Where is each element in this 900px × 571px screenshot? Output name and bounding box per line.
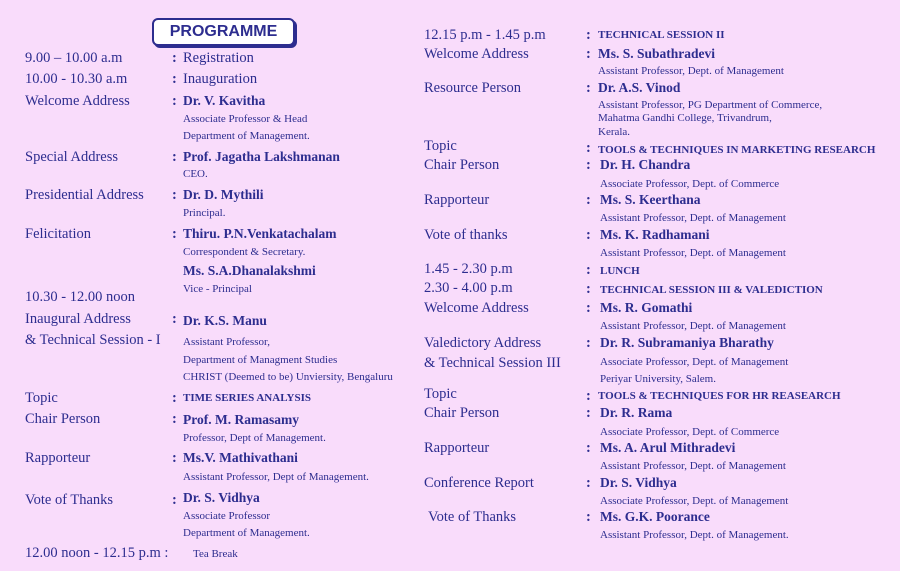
left-s10: Assistant Professor, Dept of Management. [183, 471, 369, 483]
right-rc14: : [586, 475, 591, 491]
left-v1: Inauguration [183, 71, 258, 87]
left-l10: Rapporteur [25, 450, 91, 466]
left-l7b: & Technical Session - I [25, 332, 161, 348]
right-rs14: Associate Professor, Dept. of Management [600, 495, 789, 507]
left-l3: Special Address [25, 149, 119, 165]
right-rs6: Assistant Professor, Dept. of Management [600, 247, 786, 259]
right-r14: Conference Report [424, 475, 534, 491]
left-c2: : [172, 93, 177, 109]
right-rv6: Ms. K. Radhamani [600, 227, 710, 242]
left-s11b: Department of Management. [183, 527, 310, 539]
right-r11: Topic [424, 386, 457, 402]
left-s4: Principal. [183, 207, 226, 219]
right-rs2b: Mahatma Gandhi College, Trivandrum, [598, 112, 772, 124]
right-r3: Topic [424, 138, 457, 154]
right-rc12: : [586, 405, 591, 421]
right-r8: 2.30 - 4.00 p.m [424, 280, 513, 296]
left-s5: Correspondent & Secretary. [183, 246, 306, 258]
right-rv3: TOOLS & TECHNIQUES IN MARKETING RESEARCH [598, 144, 876, 156]
right-rv12: Dr. R. Rama [600, 405, 673, 420]
right-r5: Rapporteur [424, 192, 490, 208]
right-r2: Resource Person [424, 80, 522, 96]
right-rs1: Assistant Professor, Dept. of Management [598, 65, 784, 77]
left-c1: : [172, 71, 177, 87]
left-s7a: Assistant Professor, [183, 336, 270, 348]
right-rc13: : [586, 440, 591, 456]
right-rv8: TECHNICAL SESSION III & VALEDICTION [600, 284, 823, 296]
right-rs10a: Associate Professor, Dept. of Management [600, 356, 789, 368]
right-rs2c: Kerala. [598, 126, 631, 138]
left-s11a: Associate Professor [183, 510, 271, 522]
right-rs4: Associate Professor, Dept. of Commerce [600, 178, 780, 190]
left-l4: Presidential Address [25, 187, 144, 203]
left-v9: Prof. M. Ramasamy [183, 412, 299, 427]
right-r6: Vote of thanks [424, 227, 508, 243]
right-rs2a: Assistant Professor, PG Department of Commerce, [598, 99, 823, 111]
left-v4: Dr. D. Mythili [183, 187, 264, 202]
right-rc4: : [586, 157, 591, 173]
right-rv5: Ms. S. Keerthana [600, 192, 701, 207]
left-l0: 9.00 – 10.00 a.m [25, 50, 123, 66]
left-l1: 10.00 - 10.30 a.m [25, 71, 128, 87]
right-rc10: : [586, 335, 591, 351]
right-rs13: Assistant Professor, Dept. of Management [600, 460, 786, 472]
right-rs10b: Periyar University, Salem. [600, 373, 716, 385]
right-rv10: Dr. R. Subramaniya Bharathy [600, 335, 774, 350]
left-l6: 10.30 - 12.00 noon [25, 289, 135, 305]
right-rv7: LUNCH [600, 265, 640, 277]
right-rs15: Assistant Professor, Dept. of Management. [600, 529, 789, 541]
right-r0: 12.15 p.m - 1.45 p.m [424, 27, 546, 43]
left-c5: : [172, 226, 177, 242]
left-v8: TIME SERIES ANALYSIS [183, 392, 311, 404]
left-l11: Vote of Thanks [25, 492, 114, 508]
right-rc15: : [586, 509, 591, 525]
right-r4: Chair Person [424, 157, 500, 173]
left-c4: : [172, 187, 177, 203]
right-r13: Rapporteur [424, 440, 490, 456]
left-c3: : [172, 149, 177, 165]
right-rv4: Dr. H. Chandra [600, 157, 691, 172]
left-c11: : [172, 492, 177, 508]
left-v10: Ms.V. Mathivathani [183, 450, 298, 465]
left-s2b: Department of Management. [183, 130, 310, 142]
right-rs12: Associate Professor, Dept. of Commerce [600, 426, 780, 438]
right-rv11: TOOLS & TECHNIQUES FOR HR REASEARCH [598, 390, 841, 402]
left-v5b: Ms. S.A.Dhanalakshmi [183, 263, 316, 278]
right-rs9: Assistant Professor, Dept. of Management [600, 320, 786, 332]
left-c10: : [172, 450, 177, 466]
left-c8: : [172, 390, 177, 406]
left-c7: : [172, 311, 177, 327]
left-s3: CEO. [183, 168, 208, 180]
right-rc8: : [586, 281, 591, 297]
left-v2: Dr. V. Kavitha [183, 93, 266, 108]
left-l9: Chair Person [25, 411, 101, 427]
left-s7b: Department of Managment Studies [183, 354, 338, 366]
right-rs5: Assistant Professor, Dept. of Management [600, 212, 786, 224]
left-c9: : [172, 411, 177, 427]
left-c0: : [172, 50, 177, 66]
left-l12: 12.00 noon - 12.15 p.m : [25, 545, 169, 561]
right-rv15: Ms. G.K. Poorance [600, 509, 710, 524]
right-r7: 1.45 - 2.30 p.m [424, 261, 513, 277]
left-v12: Tea Break [193, 548, 238, 560]
right-rv0: TECHNICAL SESSION II [598, 29, 725, 41]
right-rc6: : [586, 227, 591, 243]
right-rc1: : [586, 46, 591, 62]
left-l2: Welcome Address [25, 93, 130, 109]
left-s5b: Vice - Principal [183, 283, 252, 295]
right-rv13: Ms. A. Arul Mithradevi [600, 440, 736, 455]
left-l7: Inaugural Address [25, 311, 131, 327]
right-r9: Welcome Address [424, 300, 529, 316]
left-v7: Dr. K.S. Manu [183, 313, 267, 328]
right-rc9: : [586, 300, 591, 316]
right-r1: Welcome Address [424, 46, 529, 62]
right-r12: Chair Person [424, 405, 500, 421]
right-rc3: : [586, 140, 591, 156]
left-s7c: CHRIST (Deemed to be) Unviersity, Bengaluru [183, 371, 393, 383]
left-v5: Thiru. P.N.Venkatachalam [183, 226, 337, 241]
right-rv2: Dr. A.S. Vinod [598, 80, 681, 95]
left-v3: Prof. Jagatha Lakshmanan [183, 149, 340, 164]
right-rc2: : [586, 80, 591, 96]
right-rv9: Ms. R. Gomathi [600, 300, 693, 315]
right-rv14: Dr. S. Vidhya [600, 475, 677, 490]
right-rc7: : [586, 262, 591, 278]
left-s2a: Associate Professor & Head [183, 113, 308, 125]
right-rc0: : [586, 27, 591, 43]
right-r10: Valedictory Address [424, 335, 542, 351]
right-rc5: : [586, 192, 591, 208]
right-rc11: : [586, 388, 591, 404]
left-v0: Registration [183, 50, 254, 66]
left-s9: Professor, Dept of Management. [183, 432, 326, 444]
left-l8: Topic [25, 390, 58, 406]
right-rv1: Ms. S. Subathradevi [598, 46, 716, 61]
left-v11: Dr. S. Vidhya [183, 490, 260, 505]
programme-title: PROGRAMME [152, 18, 295, 46]
left-l5: Felicitation [25, 226, 92, 242]
right-r15: Vote of Thanks [428, 509, 517, 525]
right-r10b: & Technical Session III [424, 355, 561, 371]
